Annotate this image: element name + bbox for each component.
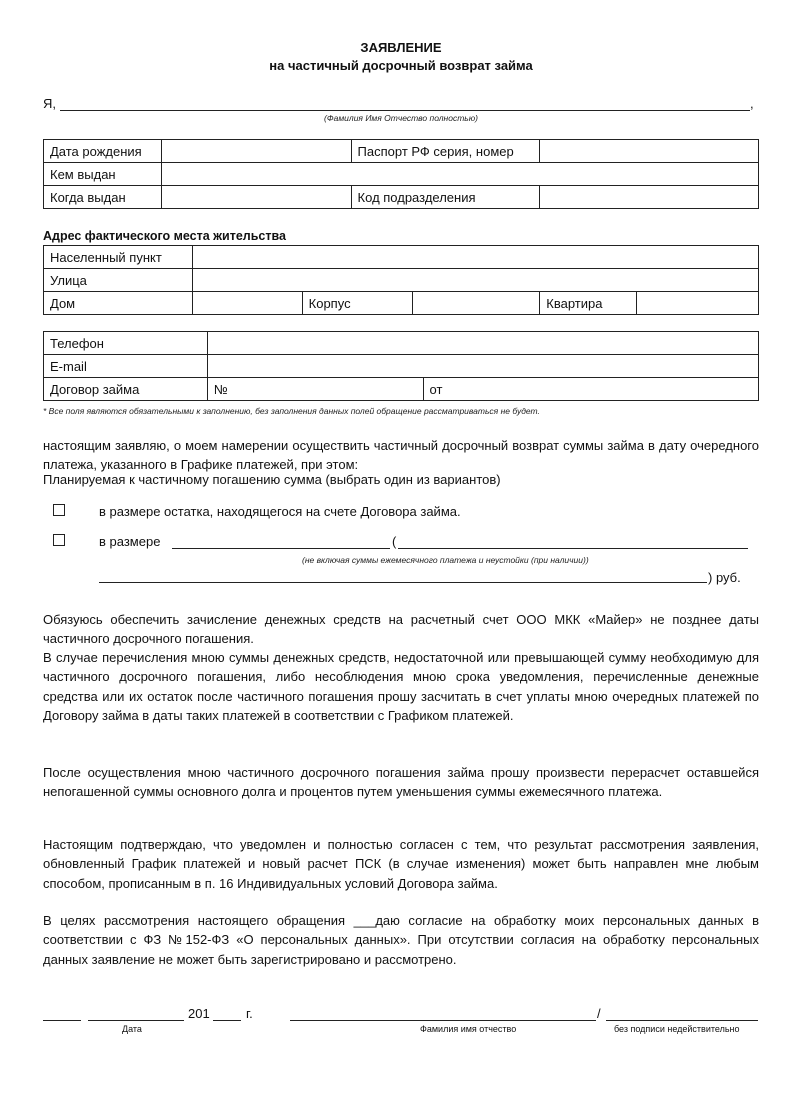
issued-by-field[interactable] [161,163,758,186]
applicant-suffix: , [750,96,754,111]
apartment-label: Квартира [540,292,637,315]
from-label: от [429,381,443,397]
overpayment-paragraph: В случае перечисления мною суммы денежных средств, недостаточной или превышающей сумму необходимую для частичного досрочного погашения, либо несоблюдения мною срока уведомления, перечисленные денежные средства или их остаток после частичного погашения прошу засчитать в счет уплаты мною очередных платежей по Договору займа в даты таких платежей в соответствии с Графиком платежей. [43,650,759,724]
issue-date-field[interactable] [161,186,351,209]
contacts-table [43,331,759,401]
rub-label: ) руб. [708,570,741,585]
option1-checkbox[interactable] [53,504,65,516]
signature-slash: / [597,1006,601,1021]
consent-start: В целях рассмотрения настоящего обращения [43,913,346,928]
year-field[interactable] [213,1020,241,1021]
document-title: ЗАЯВЛЕНИЕ [360,40,442,55]
issued-by-label: Кем выдан [44,163,162,186]
consent-blank[interactable]: ___ [353,913,376,928]
option1-label: в размере остатка, находящегося на счете Договора займа. [99,504,461,519]
building-label: Корпус [302,292,412,315]
name-caption: Фамилия имя отчество [420,1024,517,1034]
sign-caption: без подписи недействительно [614,1024,740,1034]
house-label: Дом [44,292,193,315]
address-heading: Адрес фактического места жительства [43,229,286,243]
apartment-field[interactable] [637,292,759,315]
option2-label: в размере [99,534,161,549]
intro-paragraph: настоящим заявляю, о моем намерении осуществить частичный досрочный возврат суммы займа в дату очередного платежа, указанного в Графике платежей, при этом: [43,438,759,473]
phone-field[interactable] [207,332,758,355]
required-note: * Все поля являются обязательными к заполнению, без заполнения данных полей обращение рассматриваться не будет. [43,406,540,416]
choice-heading: Планируемая к частичному погашению сумма (выбрать один из вариантов) [43,472,501,487]
email-field[interactable] [207,355,758,378]
amount-words-field-top[interactable] [398,548,748,549]
settlement-label: Населенный пункт [44,246,193,269]
option2-checkbox[interactable] [53,534,65,546]
building-field[interactable] [412,292,540,315]
street-field[interactable] [192,269,758,292]
month-field[interactable] [88,1020,184,1021]
issue-date-label: Когда выдан [44,186,162,209]
consent-paragraph [43,911,759,969]
applicant-prefix: Я, [43,96,56,111]
confirmation-paragraph: Настоящим подтверждаю, что уведомлен и полностью согласен с тем, что результат рассмотрения заявления, обновленный График платежей и новый расчет ПСК (в случае изменения) может быть направлен мне любым способом, прописанным в п. 16 Индивидуальных условий Договора займа. [43,837,759,891]
signature-field[interactable] [606,1020,758,1021]
applicant-name-field[interactable] [60,110,750,111]
amount-open-paren: ( [392,534,397,549]
date-caption: Дата [122,1024,142,1034]
passport-field[interactable] [540,140,759,163]
house-field[interactable] [192,292,302,315]
birth-date-label: Дата рождения [44,140,162,163]
day-field[interactable] [43,1020,81,1021]
amount-digits-field[interactable] [172,548,390,549]
year-prefix: 201 [188,1006,210,1021]
contract-date-field[interactable] [423,378,759,401]
fullname-signature-field[interactable] [290,1020,596,1021]
street-label: Улица [44,269,193,292]
passport-table [43,139,759,209]
contract-number-field[interactable] [207,378,423,401]
amount-caption: (не включая суммы ежемесячного платежа и неустойки (при наличии)) [302,555,589,565]
passport-label: Паспорт РФ серия, номер [351,140,540,163]
address-table [43,245,759,315]
phone-label: Телефон [44,332,208,355]
birth-date-field[interactable] [161,140,351,163]
applicant-caption: (Фамилия Имя Отчество полностью) [324,113,478,123]
settlement-field[interactable] [192,246,758,269]
division-code-field[interactable] [540,186,759,209]
recalculation-paragraph: После осуществления мною частичного досрочного погашения займа прошу произвести перерасчет оставшейся непогашенной суммы основного долга и процентов путем уменьшения суммы ежемесячного платежа. [43,765,759,800]
division-code-label: Код подразделения [351,186,540,209]
amount-words-field[interactable] [99,582,707,583]
document-subtitle: на частичный досрочный возврат займа [269,58,533,73]
obligation-paragraph: Обязуюсь обеспечить зачисление денежных средств на расчетный счет ООО МКК «Майер» не позднее даты частичного досрочного погашения. [43,612,759,647]
contract-label: Договор займа [44,378,208,401]
consent-rest: даю согласие на обработку моих персональных данных в соответствии с ФЗ №152-ФЗ «О персональных данных». При отсутствии согласия на обработку персональных данных заявление не может быть зарегистрировано и рассмотрено. [43,913,759,967]
number-sign: № [213,381,228,397]
year-suffix: г. [246,1006,253,1021]
email-label: E-mail [44,355,208,378]
